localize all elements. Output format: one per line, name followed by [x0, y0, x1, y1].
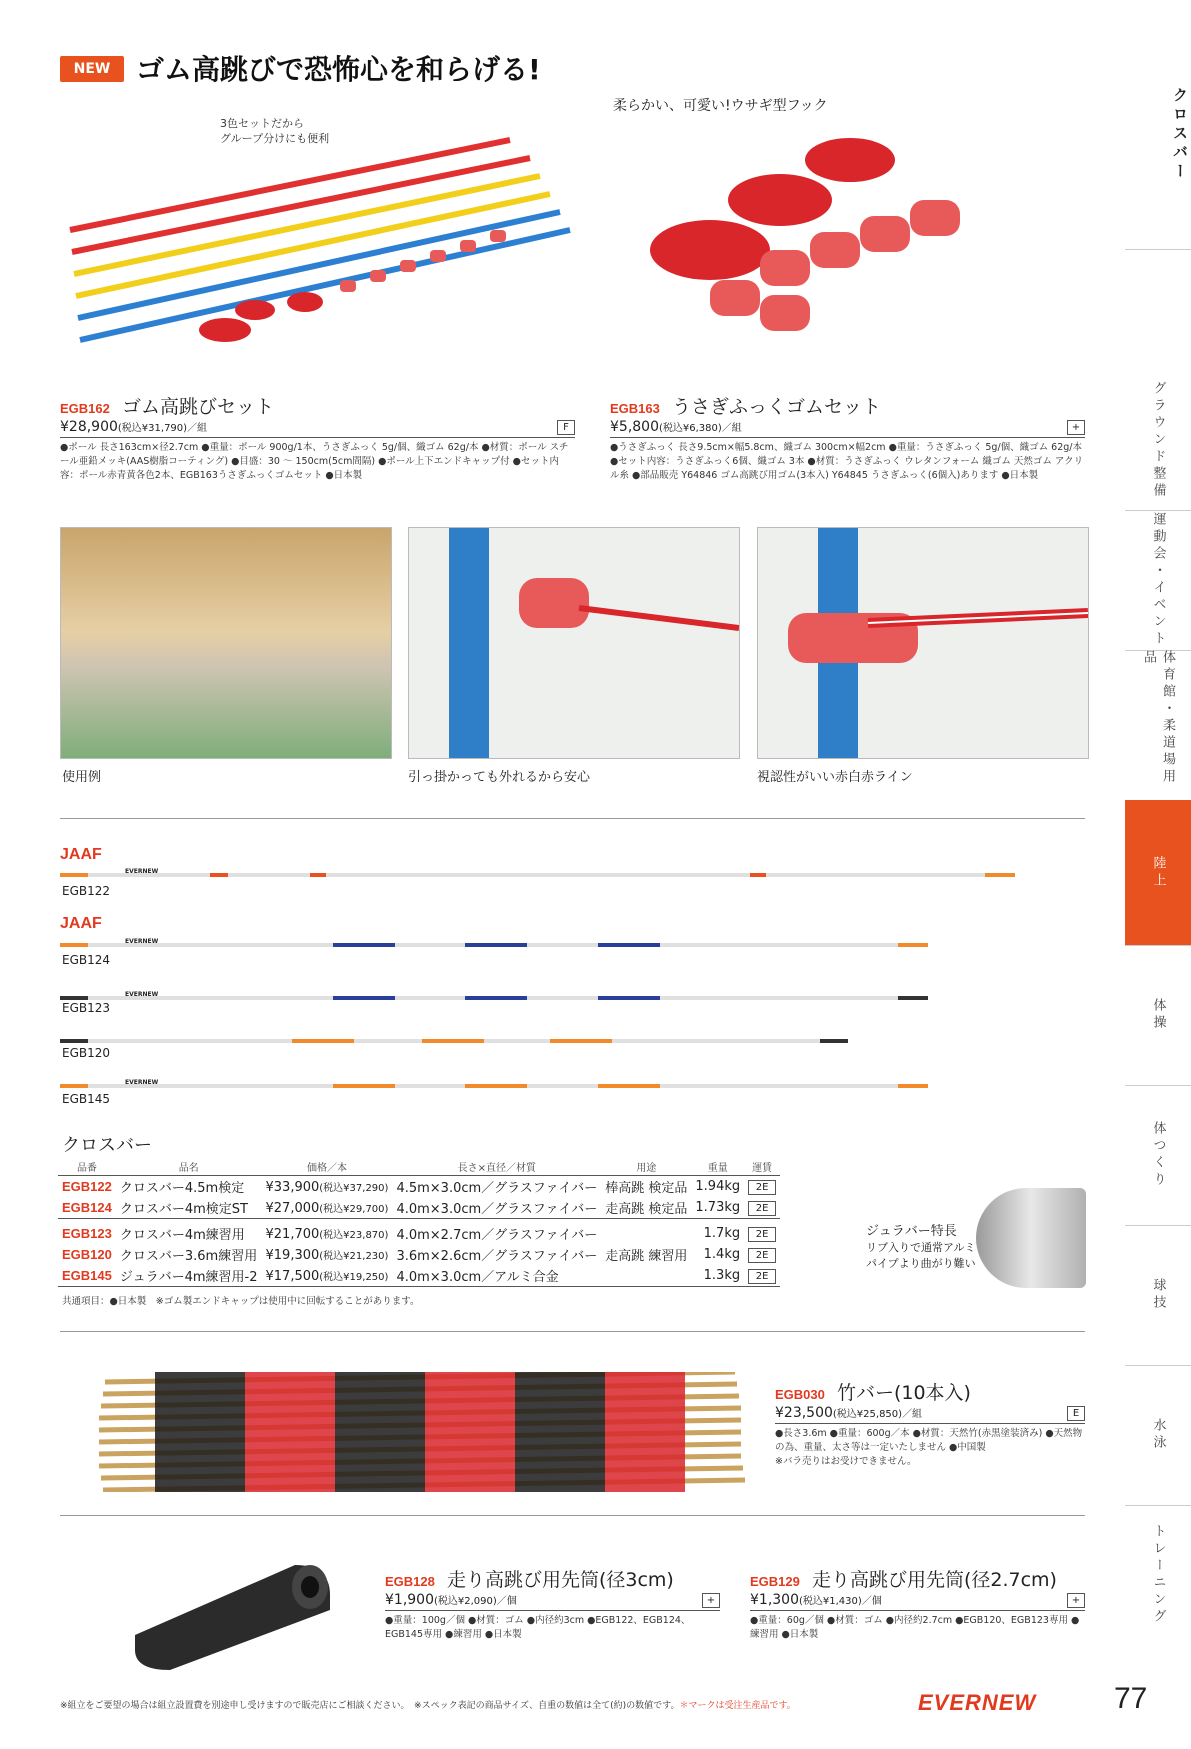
product-egb129	[750, 1565, 1085, 1642]
table-row	[58, 1219, 780, 1245]
cell-name: クロスバー3.6m練習用	[119, 1249, 258, 1264]
product-egb162	[60, 392, 575, 483]
product-code: EGB163	[610, 401, 660, 416]
cell-use	[601, 1265, 691, 1287]
crossbar-title: クロスバー	[62, 1135, 152, 1156]
product-code: EGB162	[60, 401, 110, 416]
shipping-badge: E	[1067, 1406, 1085, 1421]
product-egb030	[775, 1378, 1085, 1469]
tab-ball[interactable]: 球技	[1125, 1225, 1191, 1366]
cell-name: クロスバー4m練習用	[119, 1228, 245, 1243]
crossbar-footnote: 共通項目：●日本製 ※ゴム製エンドキャップは使用中に回転することがあります。	[62, 1296, 420, 1307]
cell-tax: (税込¥19,250)	[319, 1271, 389, 1283]
brand-logo: EVERNEW	[918, 1690, 1037, 1715]
tab-crossbar[interactable]: クロスバー	[1125, 0, 1191, 250]
col-price: 価格／本	[262, 1158, 393, 1176]
product-code: EGB129	[750, 1574, 800, 1589]
cell-use	[601, 1219, 691, 1245]
cell-name: ジュラバー4m練習用-2	[119, 1270, 258, 1285]
product-name: 竹バー(10本入)	[836, 1382, 971, 1404]
table-row	[58, 1265, 780, 1287]
product-name: うさぎふっくゴムセット	[671, 396, 881, 418]
col-weight: 重量	[691, 1158, 744, 1176]
cell-tax: (税込¥23,870)	[319, 1229, 389, 1241]
caption-safe: 引っ掛かっても外れるから安心	[408, 770, 591, 785]
table-row	[58, 1244, 780, 1265]
cell-spec: 3.6m×2.6cm／グラスファイバー	[396, 1249, 598, 1264]
rabbit-hook-image	[630, 120, 990, 350]
cell-code: EGB120	[62, 1247, 112, 1262]
cell-spec: 4.0m×3.0cm／グラスファイバー	[396, 1202, 598, 1217]
product-desc: ●ポール 長さ163cm×径2.7cm ●重量：ポール 900g/1本、うさぎふっく 5g/個、織ゴム 62g/本 ●材質：ポール スチール亜鉛メッキ(AAS樹脂コーティング) ●目盛：30 ～ 150cm(5cm間隔) ●ポール上下エンドキャップ付 ●セット内容：ポール赤青黄各色2本、EGB163うさぎふっくゴムセット ●日本製	[60, 442, 569, 481]
cell-tax: (税込¥29,700)	[319, 1203, 389, 1215]
cell-weight: 1.73kg	[695, 1200, 741, 1215]
bar-label: EGB122	[62, 884, 111, 898]
cell-spec: 4.5m×3.0cm／グラスファイバー	[396, 1181, 598, 1196]
cell-weight: 1.4kg	[703, 1247, 741, 1262]
shipping-badge: +	[1067, 420, 1085, 435]
product-egb128	[385, 1565, 720, 1642]
brand-mark: EVERNEW	[125, 991, 159, 998]
jura-bar-image	[976, 1188, 1086, 1288]
price: ¥1,900	[385, 1592, 434, 1608]
price-unit: ／個	[861, 1596, 882, 1607]
product-code: EGB128	[385, 1574, 435, 1589]
jura-feature	[866, 1224, 976, 1272]
page-number: 77	[1114, 1682, 1148, 1715]
bar-label: EGB123	[62, 1001, 111, 1015]
shipping-badge: +	[1067, 1593, 1085, 1608]
product-desc: ●うさぎふっく 長さ9.5cm×幅5.8cm、織ゴム 300cm×幅2cm ●重量：うさぎふっく 5g/個、織ゴム 62g/本 ●セット内容：うさぎふっく6個、織ゴム 3本 ●材質：うさぎふっく ウレタンフォーム 織ゴム 天然ゴム アクリル糸 ●部品販売 Y64846 ゴム高跳び用ゴム(3本入) Y64845 うさぎふっく(6個入)あります ●日本製	[610, 442, 1084, 481]
tab-event[interactable]: 運動会・イベント	[1125, 510, 1191, 651]
product-name: 走り高跳び用先筒(径2.7cm)	[811, 1569, 1057, 1591]
cell-code: EGB123	[62, 1226, 112, 1241]
cell-use: 棒高跳 検定品	[605, 1181, 688, 1196]
bar-egb122	[60, 873, 1015, 877]
shipping-badge: F	[557, 420, 575, 435]
visibility-photo	[757, 527, 1089, 759]
cell-name: クロスバー4m検定ST	[119, 1202, 249, 1217]
footer-note-text: ※組立をご要望の場合は組立設置費を別途申し受けますので販売店にご相談ください。 ※スペック表記の商品サイズ、自重の数値は全て(約)の数値です。	[60, 1701, 680, 1711]
cell-spec: 4.0m×2.7cm／グラスファイバー	[396, 1228, 598, 1243]
tab-gym[interactable]: 体育館・柔道場用品	[1125, 650, 1191, 801]
table-row	[58, 1176, 780, 1198]
cell-price: ¥21,700	[265, 1226, 320, 1242]
product-code: EGB030	[775, 1387, 825, 1402]
price-tax: (税込¥25,850)	[832, 1409, 903, 1420]
price-tax: (税込¥2,090)	[434, 1596, 497, 1607]
jura-title: ジュラバー特長	[866, 1224, 957, 1239]
cell-freight: 2E	[748, 1201, 776, 1216]
tab-ground[interactable]: グラウンド整備	[1125, 370, 1191, 511]
cell-price: ¥19,300	[265, 1247, 320, 1263]
cell-freight: 2E	[748, 1227, 776, 1242]
product-desc: ●長さ3.6m ●重量：600g／本 ●材質：天然竹(赤黒塗装済み) ●天然物の為、重量、太さ等は一定いたしません ●中国製 ※バラ売りはお受けできません。	[775, 1428, 1083, 1467]
cell-code: EGB122	[62, 1179, 112, 1194]
price-tax: (税込¥1,430)	[799, 1596, 862, 1607]
price-tax: (税込¥31,790)	[117, 423, 188, 434]
tab-gymnastics[interactable]: 体操	[1125, 945, 1191, 1086]
product-name: ゴム高跳びセット	[121, 396, 274, 418]
cell-use: 走高跳 検定品	[605, 1202, 688, 1217]
product-egb163	[610, 392, 1085, 483]
cell-use: 走高跳 練習用	[605, 1249, 688, 1264]
shipping-badge: +	[702, 1593, 720, 1608]
end-cap-image	[115, 1555, 345, 1675]
cell-tax: (税込¥37,290)	[319, 1182, 389, 1194]
cell-weight: 1.7kg	[703, 1226, 741, 1241]
cell-name: クロスバー4.5m検定	[119, 1181, 245, 1196]
crossbar-table	[58, 1158, 780, 1287]
bar-label: EGB124	[62, 953, 111, 967]
note-hook: 柔らかい、可愛い!ウサギ型フック	[613, 98, 828, 114]
caption-visible: 視認性がいい赤白赤ライン	[757, 770, 913, 785]
jura-text: リブ入りで通常アルミパイプより曲がり難い	[866, 1241, 976, 1270]
price: ¥5,800	[610, 419, 659, 435]
cell-freight: 2E	[748, 1248, 776, 1263]
tab-athletics[interactable]: 陸上	[1125, 800, 1191, 946]
table-header	[58, 1158, 780, 1176]
price-unit: ／組	[721, 423, 742, 434]
col-name: 品名	[116, 1158, 262, 1176]
product-name: 走り高跳び用先筒(径3cm)	[446, 1569, 674, 1591]
brand-mark: EVERNEW	[125, 938, 159, 945]
bamboo-bars-image	[95, 1372, 745, 1492]
table-row	[58, 1197, 780, 1219]
cell-code: EGB145	[62, 1268, 112, 1283]
col-code: 品番	[58, 1158, 116, 1176]
tab-training[interactable]: トレーニング	[1150, 1524, 1166, 1626]
order-note: ＊マークは受注生産品です。	[679, 1701, 796, 1711]
caption-usage: 使用例	[62, 770, 102, 785]
col-spec: 長さ×直径／材質	[392, 1158, 601, 1176]
price-unit: ／組	[187, 423, 208, 434]
page-title: ゴム高跳びで恐怖心を和らげる!	[136, 53, 541, 86]
cell-price: ¥33,900	[265, 1179, 320, 1195]
product-desc: ●重量：60g／個 ●材質：ゴム ●内径約2.7cm ●EGB120、EGB123専用 ●練習用 ●日本製	[750, 1615, 1080, 1640]
price-unit: ／組	[902, 1409, 923, 1420]
cell-tax: (税込¥21,230)	[319, 1250, 389, 1262]
note-set: 3色セットだから グループ分けにも便利	[220, 117, 330, 145]
bar-label: EGB145	[62, 1092, 111, 1106]
col-freight: 運賃	[744, 1158, 780, 1176]
price: ¥1,300	[750, 1592, 799, 1608]
product-desc: ●重量：100g／個 ●材質：ゴム ●内径約3cm ●EGB122、EGB124、EGB145専用 ●練習用 ●日本製	[385, 1615, 691, 1640]
usage-photo	[60, 527, 392, 759]
safe-photo	[408, 527, 740, 759]
pole-set-image	[60, 130, 580, 360]
price-unit: ／個	[496, 1596, 517, 1607]
cell-freight: 2E	[748, 1269, 776, 1284]
jaaf-mark: JAAF	[60, 915, 102, 932]
cell-price: ¥27,000	[265, 1200, 320, 1216]
brand-mark: EVERNEW	[125, 1079, 159, 1086]
cell-price: ¥17,500	[265, 1268, 320, 1284]
cell-spec: 4.0m×3.0cm／アルミ合金	[396, 1270, 559, 1285]
jaaf-mark: JAAF	[60, 846, 102, 863]
tab-body[interactable]: 体つくり	[1125, 1085, 1191, 1226]
brand-mark: EVERNEW	[125, 868, 159, 875]
tab-swim[interactable]: 水泳	[1125, 1365, 1191, 1506]
col-use: 用途	[601, 1158, 691, 1176]
price: ¥28,900	[60, 419, 118, 435]
price: ¥23,500	[775, 1405, 833, 1421]
cell-code: EGB124	[62, 1200, 112, 1215]
new-badge: NEW	[60, 56, 124, 82]
cell-freight: 2E	[748, 1180, 776, 1195]
cell-weight: 1.3kg	[703, 1268, 741, 1283]
cell-weight: 1.94kg	[695, 1179, 741, 1194]
footer-note	[60, 1698, 796, 1711]
bar-label: EGB120	[62, 1046, 111, 1060]
price-tax: (税込¥6,380)	[659, 423, 722, 434]
